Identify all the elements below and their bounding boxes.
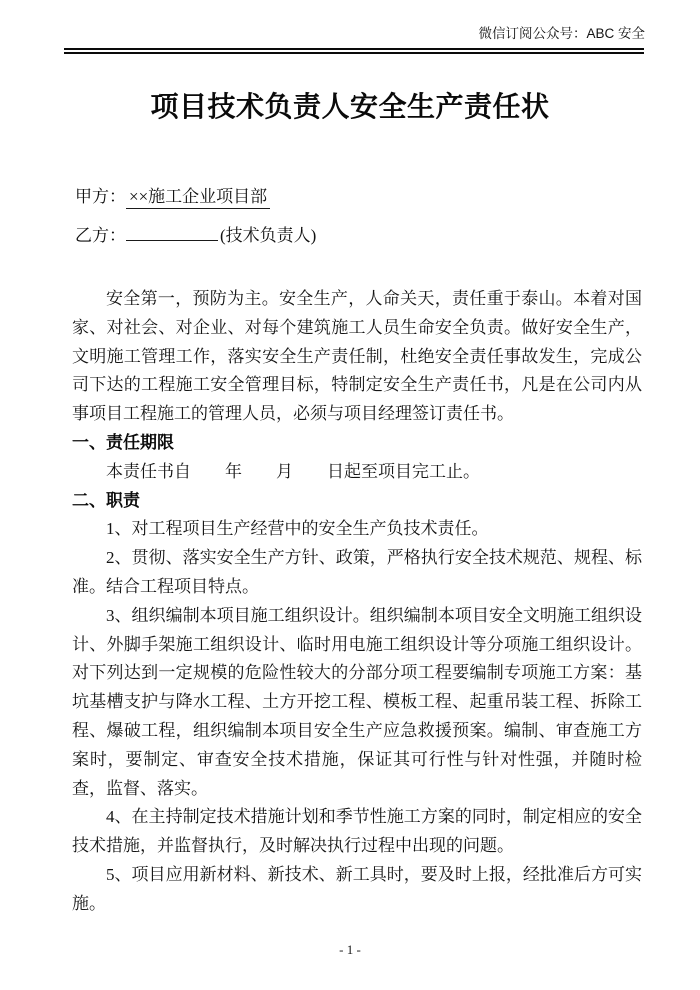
party-a-row bbox=[75, 184, 642, 210]
duty-item-4: 4、在主持制定技术措施计划和季节性施工方案的同时，制定相应的安全技术措施，并监督执行，及时解决执行过程中出现的问题。 bbox=[72, 807, 642, 856]
intro-paragraph: 安全第一，预防为主。安全生产，人命关天，责任重于泰山。本着对国家、对社会、对企业、对每个建筑施工人员生命安全负责。做好安全生产，文明施工管理工作，落实安全生产责任制，杜绝安全责任事故发生，完成公司下达的工程施工安全管理目标，特制定安全生产责任书，凡是在公司内从事项目工程施工的管理人员，必须与项目经理签订责任书。 bbox=[72, 289, 642, 424]
party-b-blank-line bbox=[126, 223, 218, 241]
parties-block bbox=[75, 184, 642, 249]
party-a-label: 甲方： bbox=[75, 187, 126, 206]
duty-item-1: 1、对工程项目生产经营中的安全生产负技术责任。 bbox=[106, 519, 489, 539]
page-title: 项目技术负责人安全生产责任状 bbox=[150, 91, 550, 122]
page-number: - 1 - bbox=[339, 942, 361, 957]
header-divider bbox=[64, 48, 644, 54]
party-b-suffix: (技术负责人) bbox=[220, 226, 317, 245]
section-2-heading: 二、职责 bbox=[72, 490, 140, 510]
header-note: 微信订阅公众号：ABC 安全 bbox=[478, 26, 645, 41]
section-1-paragraph: 本责任书自 年 月 日起至项目完工止。 bbox=[106, 461, 480, 481]
party-b-label: 乙方： bbox=[75, 226, 126, 245]
duty-item-2: 2、贯彻、落实安全生产方针、政策，严格执行安全技术规范、规程、标准。结合工程项目特点。 bbox=[72, 548, 642, 596]
party-a-value: ××施工企业项目部 bbox=[126, 187, 270, 209]
duty-item-3: 3、组织编制本项目施工组织设计。组织编制本项目安全文明施工组织设计、外脚手架施工组织设计、临时用电施工组织设计等分项施工组织设计。对下列达到一定规模的危险性较大的分部分项工程要编制专项施工方案：基坑基槽支护与降水工程、土方开挖工程、模板工程、起重吊装工程、拆除工程、爆破工程，组织编制本项目安全生产应急救援预案。编制、审查施工方案时，要制定、审查安全技术措施，保证其可行性与针对性强，并随时检查，监督、落实。 bbox=[72, 605, 642, 798]
duty-item-5: 5、项目应用新材料、新技术、新工具时，要及时上报，经批准后方可实施。 bbox=[72, 864, 642, 913]
section-1-heading: 一、责任期限 bbox=[72, 432, 174, 452]
document-body bbox=[72, 285, 642, 919]
party-b-row bbox=[75, 223, 642, 249]
